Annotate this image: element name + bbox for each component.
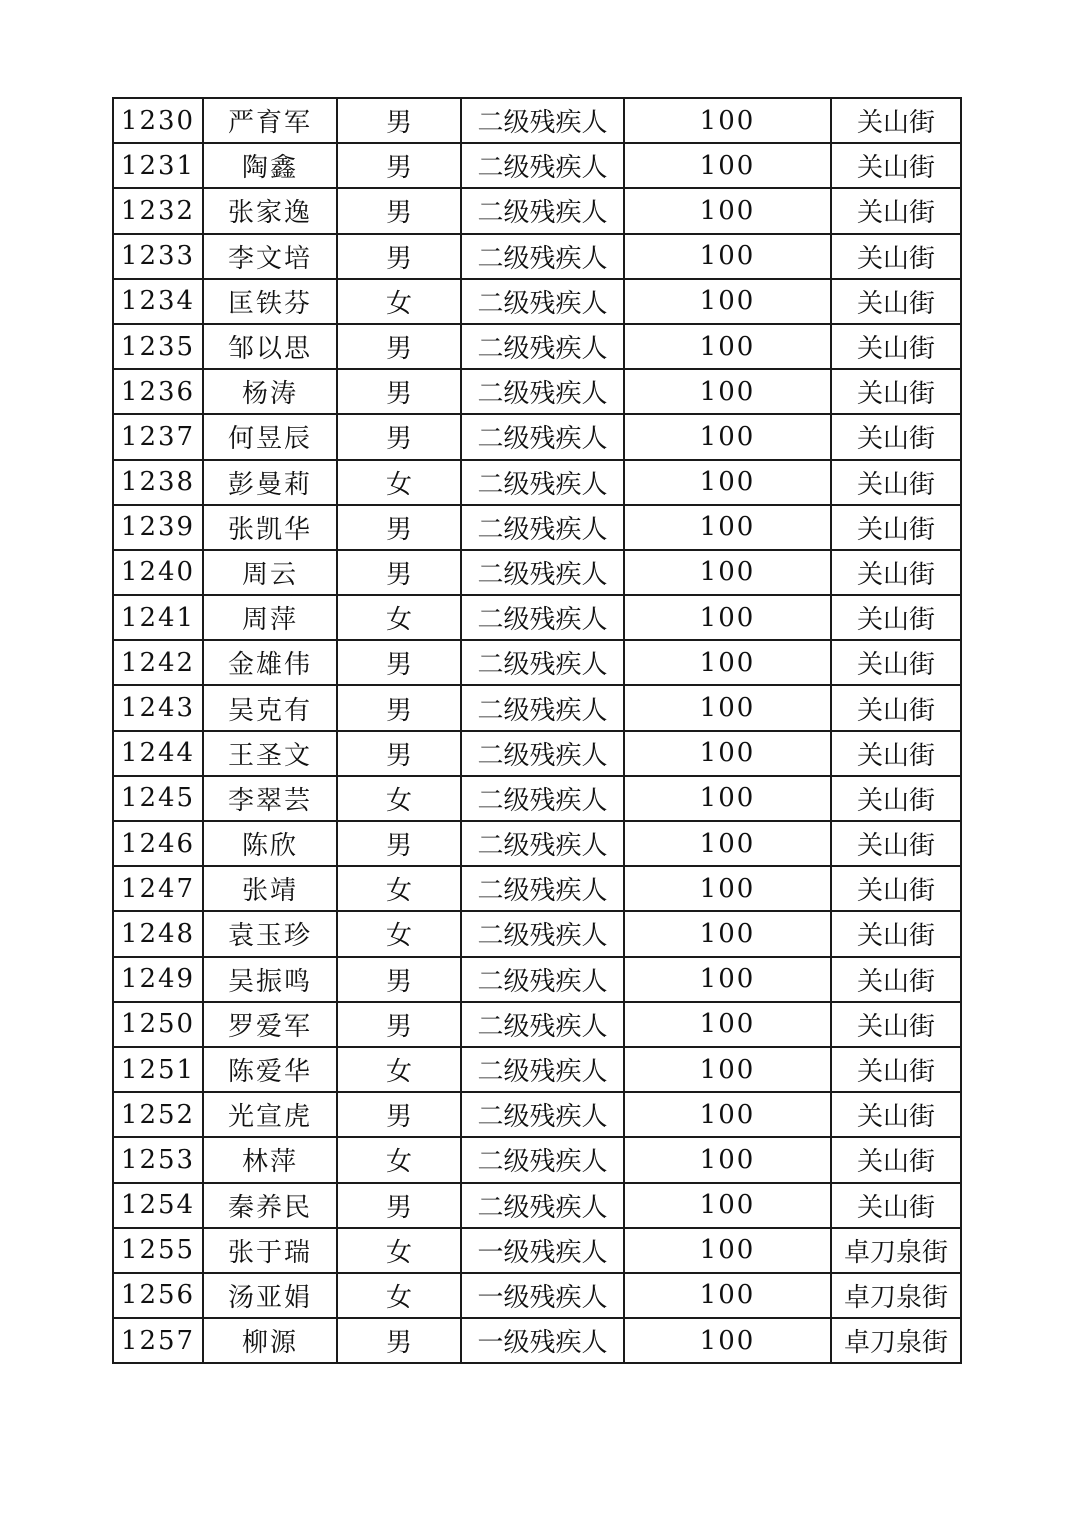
name-cell: 张于瑞: [203, 1228, 337, 1273]
street-cell: 关山街: [831, 911, 961, 956]
disability-level-cell: 二级残疾人: [461, 957, 624, 1002]
name-cell: 何昱辰: [203, 414, 337, 459]
serial-number-cell: 1237: [113, 414, 203, 459]
amount-cell: 100: [624, 1273, 831, 1318]
table-row: [113, 685, 961, 730]
amount-cell: 100: [624, 414, 831, 459]
amount-cell: 100: [624, 821, 831, 866]
amount-cell: 100: [624, 957, 831, 1002]
table-row: [113, 1183, 961, 1228]
gender-cell: 男: [337, 731, 461, 776]
street-cell: 关山街: [831, 595, 961, 640]
serial-number-cell: 1235: [113, 324, 203, 369]
table-row: [113, 1092, 961, 1137]
gender-cell: 女: [337, 1228, 461, 1273]
name-cell: 罗爱军: [203, 1002, 337, 1047]
serial-number-cell: 1247: [113, 866, 203, 911]
gender-cell: 男: [337, 550, 461, 595]
disability-level-cell: 二级残疾人: [461, 911, 624, 956]
table-row: [113, 143, 961, 188]
gender-cell: 男: [337, 1318, 461, 1363]
gender-cell: 男: [337, 821, 461, 866]
street-cell: 关山街: [831, 98, 961, 143]
disability-level-cell: 二级残疾人: [461, 1092, 624, 1137]
table-row: [113, 595, 961, 640]
roster-body: [113, 98, 961, 1363]
table-row: [113, 324, 961, 369]
serial-number-cell: 1244: [113, 731, 203, 776]
amount-cell: 100: [624, 143, 831, 188]
amount-cell: 100: [624, 279, 831, 324]
street-cell: 关山街: [831, 324, 961, 369]
gender-cell: 女: [337, 279, 461, 324]
table-row: [113, 369, 961, 414]
amount-cell: 100: [624, 550, 831, 595]
name-cell: 周萍: [203, 595, 337, 640]
name-cell: 陈欣: [203, 821, 337, 866]
amount-cell: 100: [624, 505, 831, 550]
name-cell: 张家逸: [203, 188, 337, 233]
gender-cell: 男: [337, 957, 461, 1002]
street-cell: 关山街: [831, 1092, 961, 1137]
disability-level-cell: 一级残疾人: [461, 1318, 624, 1363]
gender-cell: 女: [337, 866, 461, 911]
amount-cell: 100: [624, 1228, 831, 1273]
table-row: [113, 1273, 961, 1318]
amount-cell: 100: [624, 911, 831, 956]
table-row: [113, 1318, 961, 1363]
gender-cell: 男: [337, 685, 461, 730]
street-cell: 关山街: [831, 821, 961, 866]
disability-level-cell: 二级残疾人: [461, 1002, 624, 1047]
street-cell: 关山街: [831, 731, 961, 776]
serial-number-cell: 1232: [113, 188, 203, 233]
serial-number-cell: 1256: [113, 1273, 203, 1318]
name-cell: 严育军: [203, 98, 337, 143]
name-cell: 秦养民: [203, 1183, 337, 1228]
gender-cell: 男: [337, 1183, 461, 1228]
serial-number-cell: 1254: [113, 1183, 203, 1228]
disability-level-cell: 二级残疾人: [461, 369, 624, 414]
disability-level-cell: 一级残疾人: [461, 1228, 624, 1273]
disability-level-cell: 二级残疾人: [461, 414, 624, 459]
document-page: [112, 97, 960, 1364]
name-cell: 林萍: [203, 1137, 337, 1182]
table-row: [113, 414, 961, 459]
amount-cell: 100: [624, 188, 831, 233]
disability-level-cell: 二级残疾人: [461, 98, 624, 143]
amount-cell: 100: [624, 1318, 831, 1363]
table-row: [113, 957, 961, 1002]
disability-level-cell: 二级残疾人: [461, 731, 624, 776]
gender-cell: 女: [337, 1137, 461, 1182]
street-cell: 关山街: [831, 1137, 961, 1182]
street-cell: 关山街: [831, 640, 961, 685]
table-row: [113, 731, 961, 776]
name-cell: 柳源: [203, 1318, 337, 1363]
name-cell: 匡铁芬: [203, 279, 337, 324]
disability-level-cell: 二级残疾人: [461, 685, 624, 730]
table-row: [113, 640, 961, 685]
disability-level-cell: 二级残疾人: [461, 279, 624, 324]
street-cell: 关山街: [831, 776, 961, 821]
disability-level-cell: 二级残疾人: [461, 776, 624, 821]
disability-level-cell: 二级残疾人: [461, 143, 624, 188]
disability-level-cell: 二级残疾人: [461, 821, 624, 866]
disability-level-cell: 二级残疾人: [461, 595, 624, 640]
gender-cell: 女: [337, 595, 461, 640]
serial-number-cell: 1233: [113, 234, 203, 279]
gender-cell: 男: [337, 369, 461, 414]
street-cell: 卓刀泉街: [831, 1228, 961, 1273]
serial-number-cell: 1234: [113, 279, 203, 324]
table-row: [113, 776, 961, 821]
serial-number-cell: 1250: [113, 1002, 203, 1047]
serial-number-cell: 1246: [113, 821, 203, 866]
street-cell: 关山街: [831, 414, 961, 459]
name-cell: 吴克有: [203, 685, 337, 730]
name-cell: 杨涛: [203, 369, 337, 414]
name-cell: 金雄伟: [203, 640, 337, 685]
street-cell: 关山街: [831, 505, 961, 550]
amount-cell: 100: [624, 1002, 831, 1047]
disability-level-cell: 二级残疾人: [461, 324, 624, 369]
street-cell: 关山街: [831, 1002, 961, 1047]
serial-number-cell: 1257: [113, 1318, 203, 1363]
amount-cell: 100: [624, 731, 831, 776]
disability-level-cell: 二级残疾人: [461, 234, 624, 279]
subsidy-roster-table: [112, 97, 962, 1364]
name-cell: 周云: [203, 550, 337, 595]
serial-number-cell: 1243: [113, 685, 203, 730]
disability-level-cell: 二级残疾人: [461, 550, 624, 595]
disability-level-cell: 二级残疾人: [461, 1183, 624, 1228]
name-cell: 邹以思: [203, 324, 337, 369]
gender-cell: 男: [337, 188, 461, 233]
name-cell: 张靖: [203, 866, 337, 911]
disability-level-cell: 二级残疾人: [461, 1047, 624, 1092]
gender-cell: 男: [337, 234, 461, 279]
street-cell: 关山街: [831, 1183, 961, 1228]
table-row: [113, 460, 961, 505]
street-cell: 关山街: [831, 369, 961, 414]
amount-cell: 100: [624, 460, 831, 505]
gender-cell: 男: [337, 1092, 461, 1137]
table-row: [113, 1002, 961, 1047]
table-row: [113, 98, 961, 143]
disability-level-cell: 一级残疾人: [461, 1273, 624, 1318]
serial-number-cell: 1251: [113, 1047, 203, 1092]
name-cell: 李文培: [203, 234, 337, 279]
name-cell: 陈爱华: [203, 1047, 337, 1092]
amount-cell: 100: [624, 1047, 831, 1092]
street-cell: 关山街: [831, 234, 961, 279]
disability-level-cell: 二级残疾人: [461, 640, 624, 685]
name-cell: 陶鑫: [203, 143, 337, 188]
gender-cell: 女: [337, 1047, 461, 1092]
name-cell: 王圣文: [203, 731, 337, 776]
gender-cell: 男: [337, 324, 461, 369]
amount-cell: 100: [624, 324, 831, 369]
gender-cell: 女: [337, 1273, 461, 1318]
street-cell: 卓刀泉街: [831, 1318, 961, 1363]
serial-number-cell: 1245: [113, 776, 203, 821]
table-row: [113, 821, 961, 866]
serial-number-cell: 1249: [113, 957, 203, 1002]
table-row: [113, 505, 961, 550]
amount-cell: 100: [624, 595, 831, 640]
name-cell: 光宣虎: [203, 1092, 337, 1137]
table-row: [113, 234, 961, 279]
name-cell: 张凯华: [203, 505, 337, 550]
serial-number-cell: 1252: [113, 1092, 203, 1137]
street-cell: 关山街: [831, 866, 961, 911]
gender-cell: 女: [337, 460, 461, 505]
amount-cell: 100: [624, 1137, 831, 1182]
amount-cell: 100: [624, 1183, 831, 1228]
gender-cell: 男: [337, 640, 461, 685]
serial-number-cell: 1239: [113, 505, 203, 550]
gender-cell: 女: [337, 911, 461, 956]
amount-cell: 100: [624, 234, 831, 279]
street-cell: 关山街: [831, 279, 961, 324]
street-cell: 关山街: [831, 460, 961, 505]
amount-cell: 100: [624, 685, 831, 730]
disability-level-cell: 二级残疾人: [461, 505, 624, 550]
amount-cell: 100: [624, 98, 831, 143]
name-cell: 吴振鸣: [203, 957, 337, 1002]
gender-cell: 男: [337, 505, 461, 550]
name-cell: 李翠芸: [203, 776, 337, 821]
gender-cell: 男: [337, 1002, 461, 1047]
serial-number-cell: 1248: [113, 911, 203, 956]
table-row: [113, 279, 961, 324]
amount-cell: 100: [624, 369, 831, 414]
amount-cell: 100: [624, 640, 831, 685]
disability-level-cell: 二级残疾人: [461, 188, 624, 233]
disability-level-cell: 二级残疾人: [461, 460, 624, 505]
table-row: [113, 866, 961, 911]
serial-number-cell: 1241: [113, 595, 203, 640]
table-row: [113, 1137, 961, 1182]
serial-number-cell: 1242: [113, 640, 203, 685]
amount-cell: 100: [624, 1092, 831, 1137]
name-cell: 汤亚娟: [203, 1273, 337, 1318]
gender-cell: 女: [337, 776, 461, 821]
gender-cell: 男: [337, 143, 461, 188]
disability-level-cell: 二级残疾人: [461, 866, 624, 911]
street-cell: 关山街: [831, 1047, 961, 1092]
serial-number-cell: 1255: [113, 1228, 203, 1273]
serial-number-cell: 1231: [113, 143, 203, 188]
serial-number-cell: 1230: [113, 98, 203, 143]
table-row: [113, 550, 961, 595]
street-cell: 关山街: [831, 957, 961, 1002]
street-cell: 关山街: [831, 143, 961, 188]
table-row: [113, 1228, 961, 1273]
gender-cell: 男: [337, 414, 461, 459]
gender-cell: 男: [337, 98, 461, 143]
table-row: [113, 188, 961, 233]
table-row: [113, 911, 961, 956]
street-cell: 关山街: [831, 550, 961, 595]
street-cell: 卓刀泉街: [831, 1273, 961, 1318]
serial-number-cell: 1253: [113, 1137, 203, 1182]
street-cell: 关山街: [831, 188, 961, 233]
serial-number-cell: 1236: [113, 369, 203, 414]
serial-number-cell: 1238: [113, 460, 203, 505]
street-cell: 关山街: [831, 685, 961, 730]
name-cell: 彭曼莉: [203, 460, 337, 505]
serial-number-cell: 1240: [113, 550, 203, 595]
disability-level-cell: 二级残疾人: [461, 1137, 624, 1182]
amount-cell: 100: [624, 776, 831, 821]
amount-cell: 100: [624, 866, 831, 911]
name-cell: 袁玉珍: [203, 911, 337, 956]
table-row: [113, 1047, 961, 1092]
